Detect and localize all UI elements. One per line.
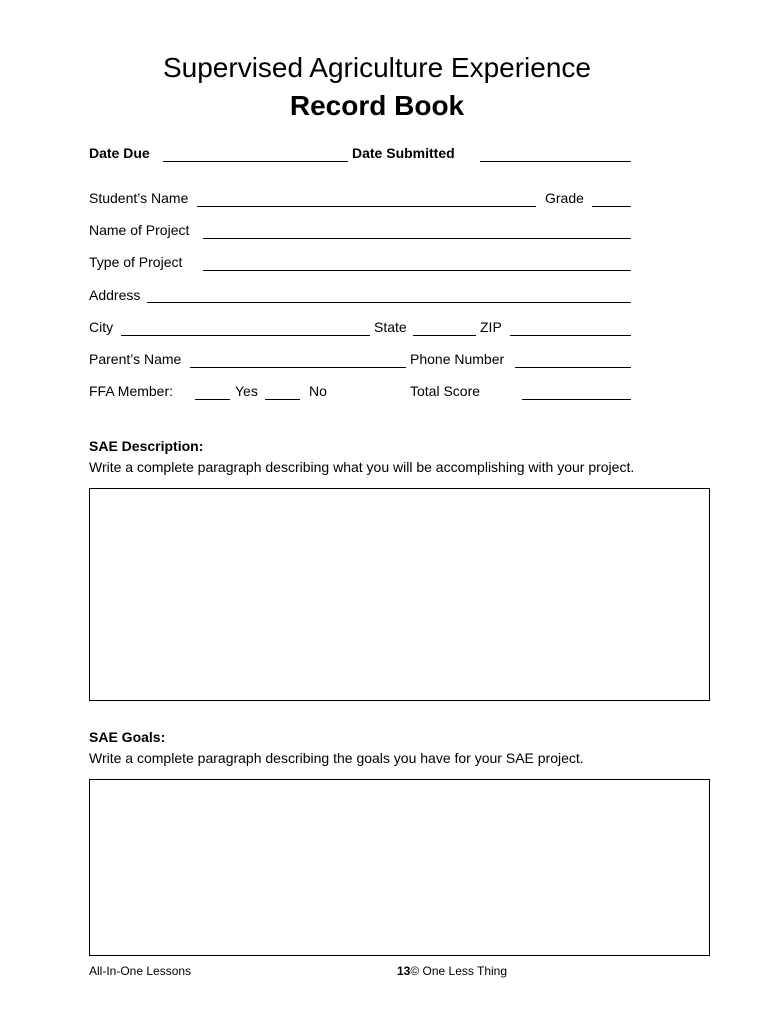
ffa-yes-blank[interactable] [195, 399, 230, 400]
total-score-label: Total Score [410, 383, 481, 399]
city-label: City [89, 319, 114, 335]
grade-field[interactable] [592, 206, 631, 207]
footer-left: All-In-One Lessons [89, 964, 192, 978]
address-label: Address [89, 287, 141, 303]
ffa-no-label: No [309, 383, 327, 399]
page-title: Supervised Agriculture Experience [162, 52, 591, 83]
city-field[interactable] [121, 335, 370, 336]
footer-copyright: © One Less Thing [410, 964, 508, 978]
date-submitted-field[interactable] [480, 161, 631, 162]
state-field[interactable] [413, 335, 476, 336]
ffa-member-label: FFA Member: [89, 383, 174, 399]
page-subtitle: Record Book [289, 90, 465, 121]
address-field[interactable] [147, 302, 631, 303]
parent-name-label: Parent’s Name [89, 351, 182, 367]
student-name-label: Student’s Name [89, 190, 189, 206]
project-type-field[interactable] [203, 270, 631, 271]
sae-description-box[interactable] [89, 488, 710, 701]
sae-description-heading: SAE Description: [89, 438, 204, 454]
grade-label: Grade [545, 190, 584, 206]
phone-number-field[interactable] [515, 367, 631, 368]
zip-label: ZIP [480, 319, 502, 335]
parent-name-field[interactable] [190, 367, 406, 368]
page-number: 13 [397, 964, 411, 978]
date-due-label: Date Due [89, 145, 150, 161]
sae-goals-instruction: Write a complete paragraph describing the goals you have for your SAE project. [89, 750, 584, 766]
ffa-no-blank[interactable] [265, 399, 300, 400]
student-name-field[interactable] [197, 206, 536, 207]
sae-goals-box[interactable] [89, 779, 710, 956]
sae-description-instruction: Write a complete paragraph describing what you will be accomplishing with your project. [89, 459, 635, 475]
project-name-field[interactable] [203, 238, 631, 239]
footer-center [397, 964, 507, 978]
date-submitted-label: Date Submitted [352, 145, 455, 161]
zip-field[interactable] [510, 335, 631, 336]
sae-goals-heading: SAE Goals: [89, 729, 166, 745]
project-type-label: Type of Project [89, 254, 183, 270]
date-due-field[interactable] [163, 161, 348, 162]
total-score-field[interactable] [522, 399, 631, 400]
phone-number-label: Phone Number [410, 351, 505, 367]
project-name-label: Name of Project [89, 222, 190, 238]
ffa-yes-label: Yes [235, 383, 258, 399]
state-label: State [374, 319, 407, 335]
